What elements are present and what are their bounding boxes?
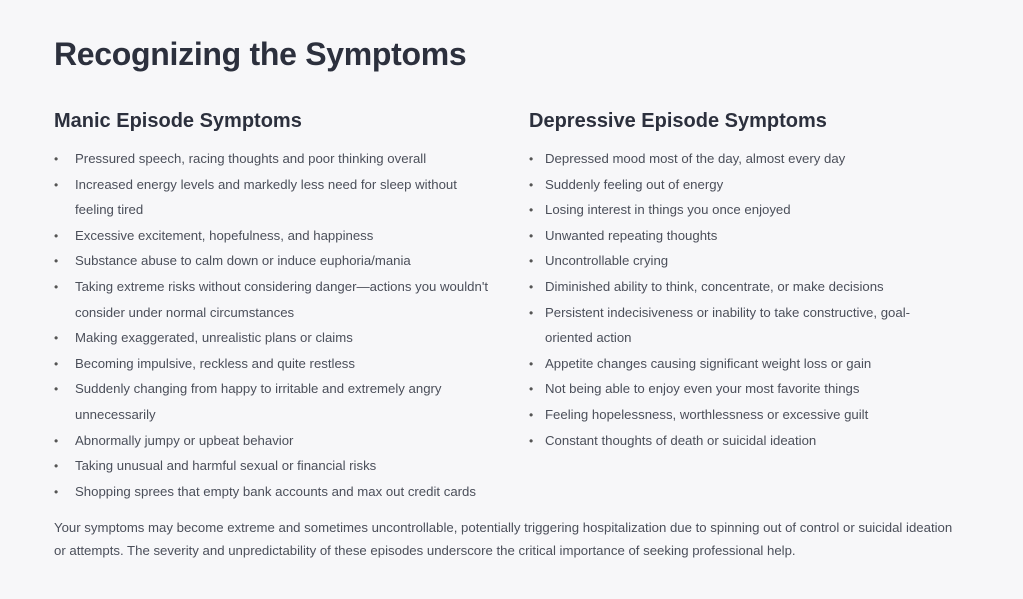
list-item: • Diminished ability to think, concentrate, or make decisions: [529, 274, 949, 300]
footer-paragraph: Your symptoms may become extreme and sometimes uncontrollable, potentially triggering hospitalization due to spinning out of control or suicidal ideation or attempts. The severity and unpredictability of these episodes underscore the critical importance of seeking professional help.: [54, 520, 953, 559]
list-item: • Abnormally jumpy or upbeat behavior: [54, 428, 494, 454]
list-item: • Feeling hopelessness, worthlessness or excessive guilt: [529, 402, 949, 428]
depressive-symptoms-section: [529, 108, 949, 453]
manic-heading: Manic Episode Symptoms: [54, 110, 302, 132]
page-title: Recognizing the Symptoms: [54, 36, 467, 72]
list-item: • Taking unusual and harmful sexual or financial risks: [54, 453, 494, 479]
list-item: • Increased energy levels and markedly less need for sleep without feeling tired: [54, 172, 494, 223]
list-item: • Making exaggerated, unrealistic plans or claims: [54, 325, 494, 351]
list-item: • Shopping sprees that empty bank accounts and max out credit cards: [54, 479, 494, 505]
list-item: • Excessive excitement, hopefulness, and happiness: [54, 223, 494, 249]
list-item: • Persistent indecisiveness or inability to take constructive, goal-oriented action: [529, 300, 949, 351]
list-item: • Pressured speech, racing thoughts and poor thinking overall: [54, 146, 494, 172]
list-item: • Constant thoughts of death or suicidal ideation: [529, 428, 949, 454]
manic-symptoms-section: [54, 108, 494, 504]
list-item: • Not being able to enjoy even your most favorite things: [529, 376, 949, 402]
list-item: • Suddenly changing from happy to irritable and extremely angry unnecessarily: [54, 376, 494, 427]
depressive-list: [529, 146, 949, 453]
list-item: • Suddenly feeling out of energy: [529, 172, 949, 198]
list-item: • Losing interest in things you once enjoyed: [529, 197, 949, 223]
list-item: • Taking extreme risks without considering danger—actions you wouldn't consider under normal circumstances: [54, 274, 494, 325]
list-item: • Becoming impulsive, reckless and quite restless: [54, 351, 494, 377]
list-item: • Uncontrollable crying: [529, 248, 949, 274]
symptom-columns: [54, 108, 1023, 504]
depressive-heading: Depressive Episode Symptoms: [529, 110, 827, 132]
list-item: • Substance abuse to calm down or induce euphoria/mania: [54, 248, 494, 274]
list-item: • Depressed mood most of the day, almost every day: [529, 146, 949, 172]
manic-list: [54, 146, 494, 504]
list-item: • Unwanted repeating thoughts: [529, 223, 949, 249]
list-item: • Appetite changes causing significant weight loss or gain: [529, 351, 949, 377]
